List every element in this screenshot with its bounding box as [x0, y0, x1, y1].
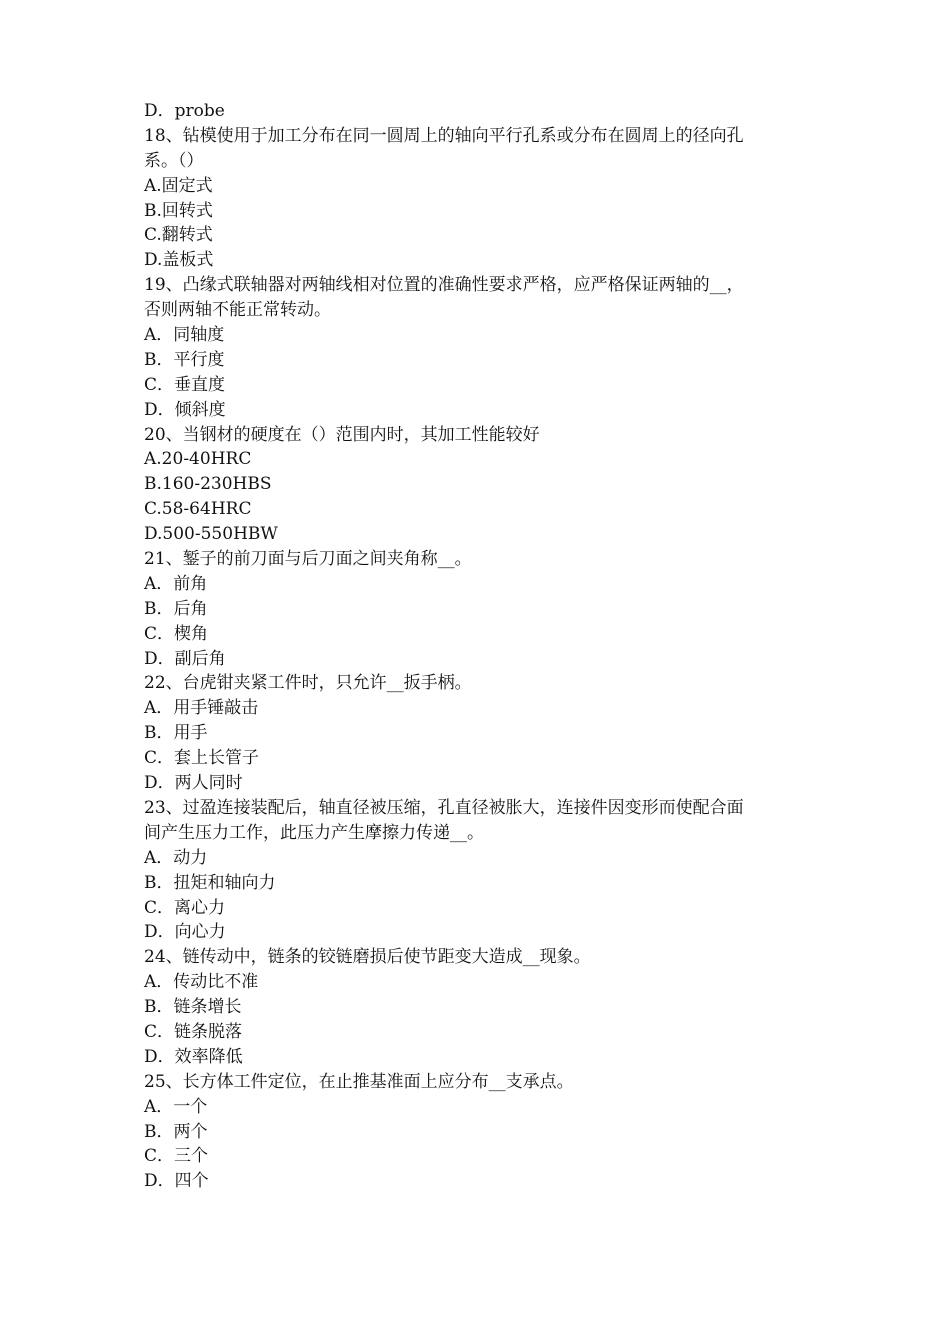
- option-c-20: C.58-64HRC: [144, 499, 252, 520]
- option-b-25: B．两个: [144, 1121, 208, 1142]
- option-c-18: C.翻转式: [144, 225, 213, 246]
- option-c-19: C．垂直度: [144, 374, 226, 395]
- document-page: [144, 99, 824, 1194]
- option-c-25: C．三个: [144, 1146, 209, 1167]
- question-24: 24、链传动中，链条的铰链磨损后使节距变大造成__现象。: [144, 947, 591, 968]
- option-d-19: D．倾斜度: [144, 399, 226, 420]
- question-19-line-2: 否则两轴不能正常转动。: [144, 300, 331, 321]
- option-b-23: B．扭矩和轴向力: [144, 872, 276, 893]
- option-c-22: C．套上长管子: [144, 748, 260, 769]
- option-b-24: B．链条增长: [144, 997, 242, 1018]
- question-23-line-2: 间产生压力工作，此压力产生摩擦力传递__。: [144, 822, 484, 843]
- option-a-20: A.20-40HRC: [144, 449, 252, 470]
- option-a-24: A．传动比不准: [144, 972, 259, 993]
- option-d-22: D．两人同时: [144, 773, 243, 794]
- option-d-17: D．probe: [144, 101, 225, 121]
- question-19-line-1: 19、凸缘式联轴器对两轴线相对位置的准确性要求严格，应严格保证两轴的__，: [144, 275, 744, 296]
- option-c-23: C．离心力: [144, 897, 226, 918]
- option-d-24: D．效率降低: [144, 1046, 243, 1067]
- option-d-25: D．四个: [144, 1171, 209, 1192]
- option-a-18: A.固定式: [144, 175, 213, 196]
- option-b-21: B．后角: [144, 598, 208, 619]
- question-23-line-1: 23、过盈连接装配后，轴直径被压缩，孔直径被胀大，连接件因变形而使配合面: [144, 797, 744, 818]
- option-b-18: B.回转式: [144, 200, 213, 221]
- option-b-22: B．用手: [144, 723, 208, 744]
- option-c-21: C．楔角: [144, 623, 209, 644]
- question-18-line-2: 系。（）: [144, 150, 204, 171]
- option-d-18: D.盖板式: [144, 250, 214, 271]
- question-25: 25、长方体工件定位，在止推基准面上应分布__支承点。: [144, 1071, 574, 1092]
- question-18-line-1: 18、钻模使用于加工分布在同一圆周上的轴向平行孔系或分布在圆周上的径向孔: [144, 125, 744, 146]
- option-d-21: D．副后角: [144, 648, 226, 669]
- option-c-24: C．链条脱落: [144, 1021, 243, 1042]
- option-a-23: A．动力: [144, 847, 208, 868]
- option-b-19: B．平行度: [144, 349, 225, 370]
- question-22: 22、台虎钳夹紧工件时，只允许__扳手柄。: [144, 673, 472, 694]
- option-d-20: D.500-550HBW: [144, 524, 278, 545]
- question-20: 20、当钢材的硬度在（）范围内时，其加工性能较好: [144, 424, 540, 445]
- option-a-25: A．一个: [144, 1096, 208, 1117]
- option-a-21: A．前角: [144, 573, 208, 594]
- question-21: 21、錾子的前刀面与后刀面之间夹角称__。: [144, 549, 472, 570]
- option-d-23: D．向心力: [144, 922, 226, 943]
- option-a-19: A．同轴度: [144, 325, 225, 346]
- option-b-20: B.160-230HBS: [144, 474, 272, 495]
- option-a-22: A．用手锤敲击: [144, 698, 259, 719]
